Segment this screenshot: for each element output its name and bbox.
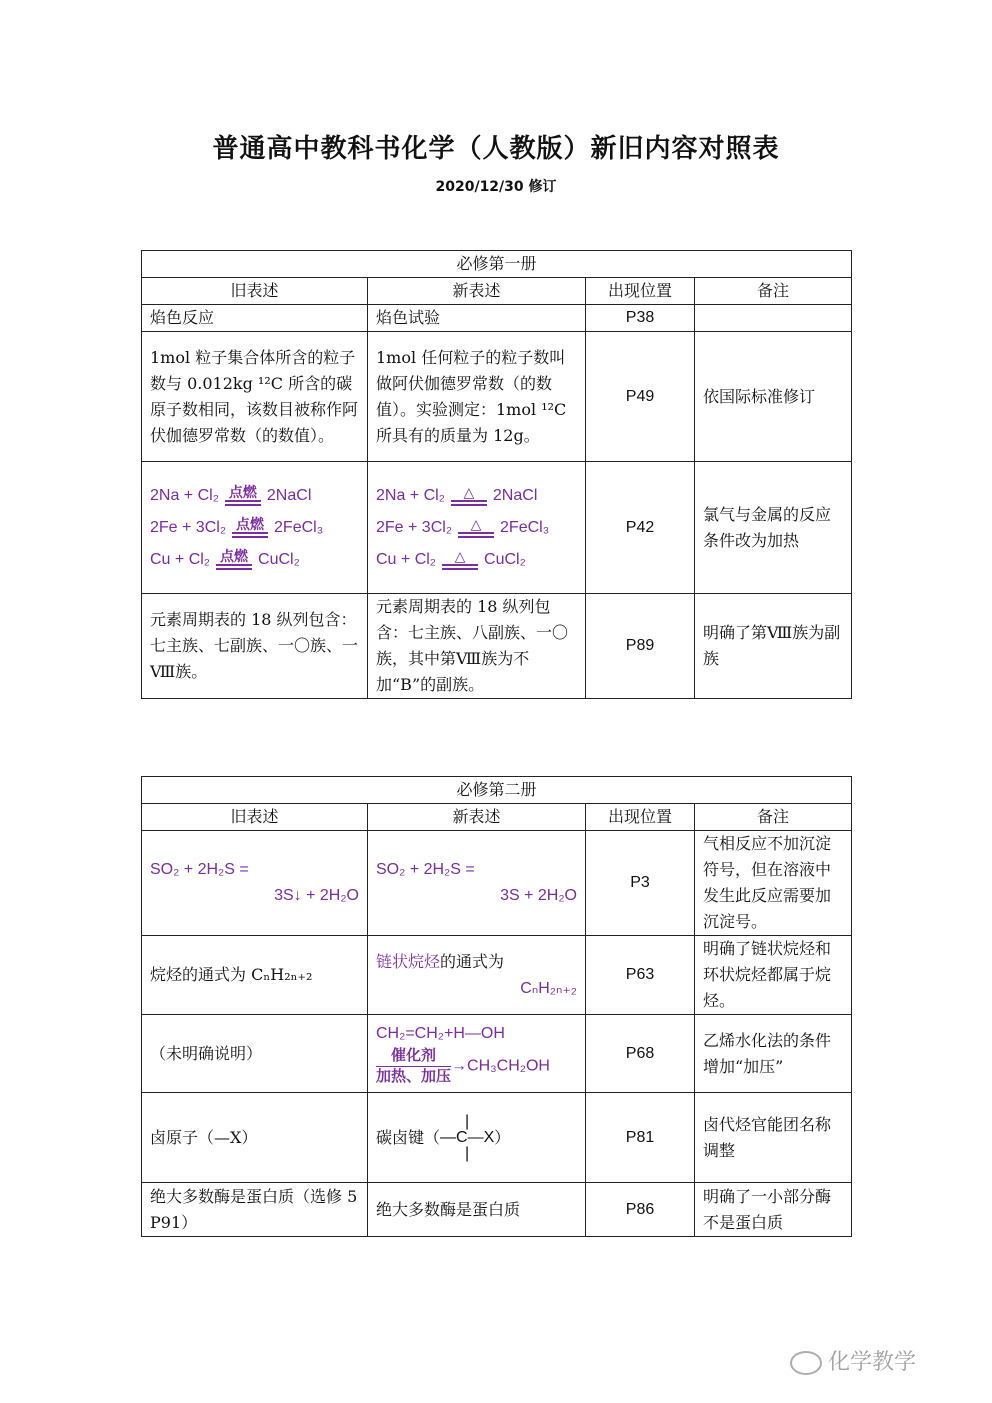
old-cell: 绝大多数酶是蛋白质（选修 5 P91） [142,1183,368,1237]
header-new: 新表述 [368,804,586,831]
new-cell: 绝大多数酶是蛋白质 [368,1183,586,1237]
position-cell: P3 [586,831,695,936]
table-row [142,305,852,332]
table-row [142,1015,852,1093]
table-row [142,831,852,936]
old-cell: 元素周期表的 18 纵列包含：七主族、七副族、一〇族、一Ⅷ族。 [142,594,368,699]
header-position: 出现位置 [586,278,695,305]
position-cell: P42 [586,462,695,594]
new-equation: CH₂=CH₂+H—OH 催化剂 加热、加压→CH₃CH₂OH [368,1015,586,1093]
section-title: 必修第二册 [142,777,852,804]
header-note: 备注 [695,278,852,305]
position-cell: P86 [586,1183,695,1237]
old-cell: 烷烃的通式为 CₙH₂ₙ₊₂ [142,936,368,1015]
new-cell: 1mol 任何粒子的粒子数叫做阿伏伽德罗常数（的数值）。实验测定：1mol ¹²C 所具有的质量为 12g。 [368,332,586,462]
header-position: 出现位置 [586,804,695,831]
new-cell: 链状烷烃的通式为 CₙH₂ₙ₊₂ [368,936,586,1015]
table-row [142,936,852,1015]
old-equation: SO₂ + 2H₂S = 3S↓ + 2H₂O [142,831,368,936]
note-cell: 乙烯水化法的条件增加“加压” [695,1015,852,1093]
table-row [142,462,852,594]
table-row [142,594,852,699]
position-cell: P81 [586,1093,695,1183]
note-cell: 依国际标准修订 [695,332,852,462]
header-new: 新表述 [368,278,586,305]
section-title: 必修第一册 [142,251,852,278]
new-cell: 元素周期表的 18 纵列包含：七主族、八副族、一〇族，其中第Ⅷ族为不加“B”的副族。 [368,594,586,699]
old-cell: 卤原子（—X） [142,1093,368,1183]
watermark: 化学教学 [790,1345,916,1376]
note-cell: 卤代烃官能团名称调整 [695,1093,852,1183]
note-cell: 气相反应不加沉淀符号，但在溶液中发生此反应需要加沉淀号。 [695,831,852,936]
table-book2 [141,776,852,1237]
note-cell [695,305,852,332]
position-cell: P89 [586,594,695,699]
header-old: 旧表述 [142,278,368,305]
old-cell: 焰色反应 [142,305,368,332]
new-equation: SO₂ + 2H₂S = 3S + 2H₂O [368,831,586,936]
table-row [142,1183,852,1237]
new-cell: 焰色试验 [368,305,586,332]
header-note: 备注 [695,804,852,831]
revision-date: 2020/12/30 修订 [435,179,557,195]
note-cell: 明确了第Ⅷ族为副族 [695,594,852,699]
new-equations: 2Na + Cl₂ △ 2NaCl 2Fe + 3Cl₂ △ 2FeCl₃ Cu + Cl₂ △ CuCl₂ [368,462,586,594]
new-cell: 碳卤键（ | —C—X | ） [368,1093,586,1183]
page-title: 普通高中教科书化学（人教版）新旧内容对照表 [212,134,780,164]
old-cell: （未明确说明） [142,1015,368,1093]
wechat-icon [790,1351,822,1375]
position-cell: P38 [586,305,695,332]
old-cell: 1mol 粒子集合体所含的粒子数与 0.012kg ¹²C 所含的碳原子数相同，该数目被称作阿伏伽德罗常数（的数值）。 [142,332,368,462]
note-cell: 氯气与金属的反应条件改为加热 [695,462,852,594]
header-old: 旧表述 [142,804,368,831]
position-cell: P68 [586,1015,695,1093]
note-cell: 明确了链状烷烃和环状烷烃都属于烷烃。 [695,936,852,1015]
table-row [142,1093,852,1183]
position-cell: P49 [586,332,695,462]
old-equations: 2Na + Cl₂ 点燃 2NaCl 2Fe + 3Cl₂ 点燃 2FeCl₃ Cu + Cl₂ 点燃 CuCl₂ [142,462,368,594]
table-row [142,332,852,462]
position-cell: P63 [586,936,695,1015]
note-cell: 明确了一小部分酶不是蛋白质 [695,1183,852,1237]
table-book1 [141,250,852,699]
